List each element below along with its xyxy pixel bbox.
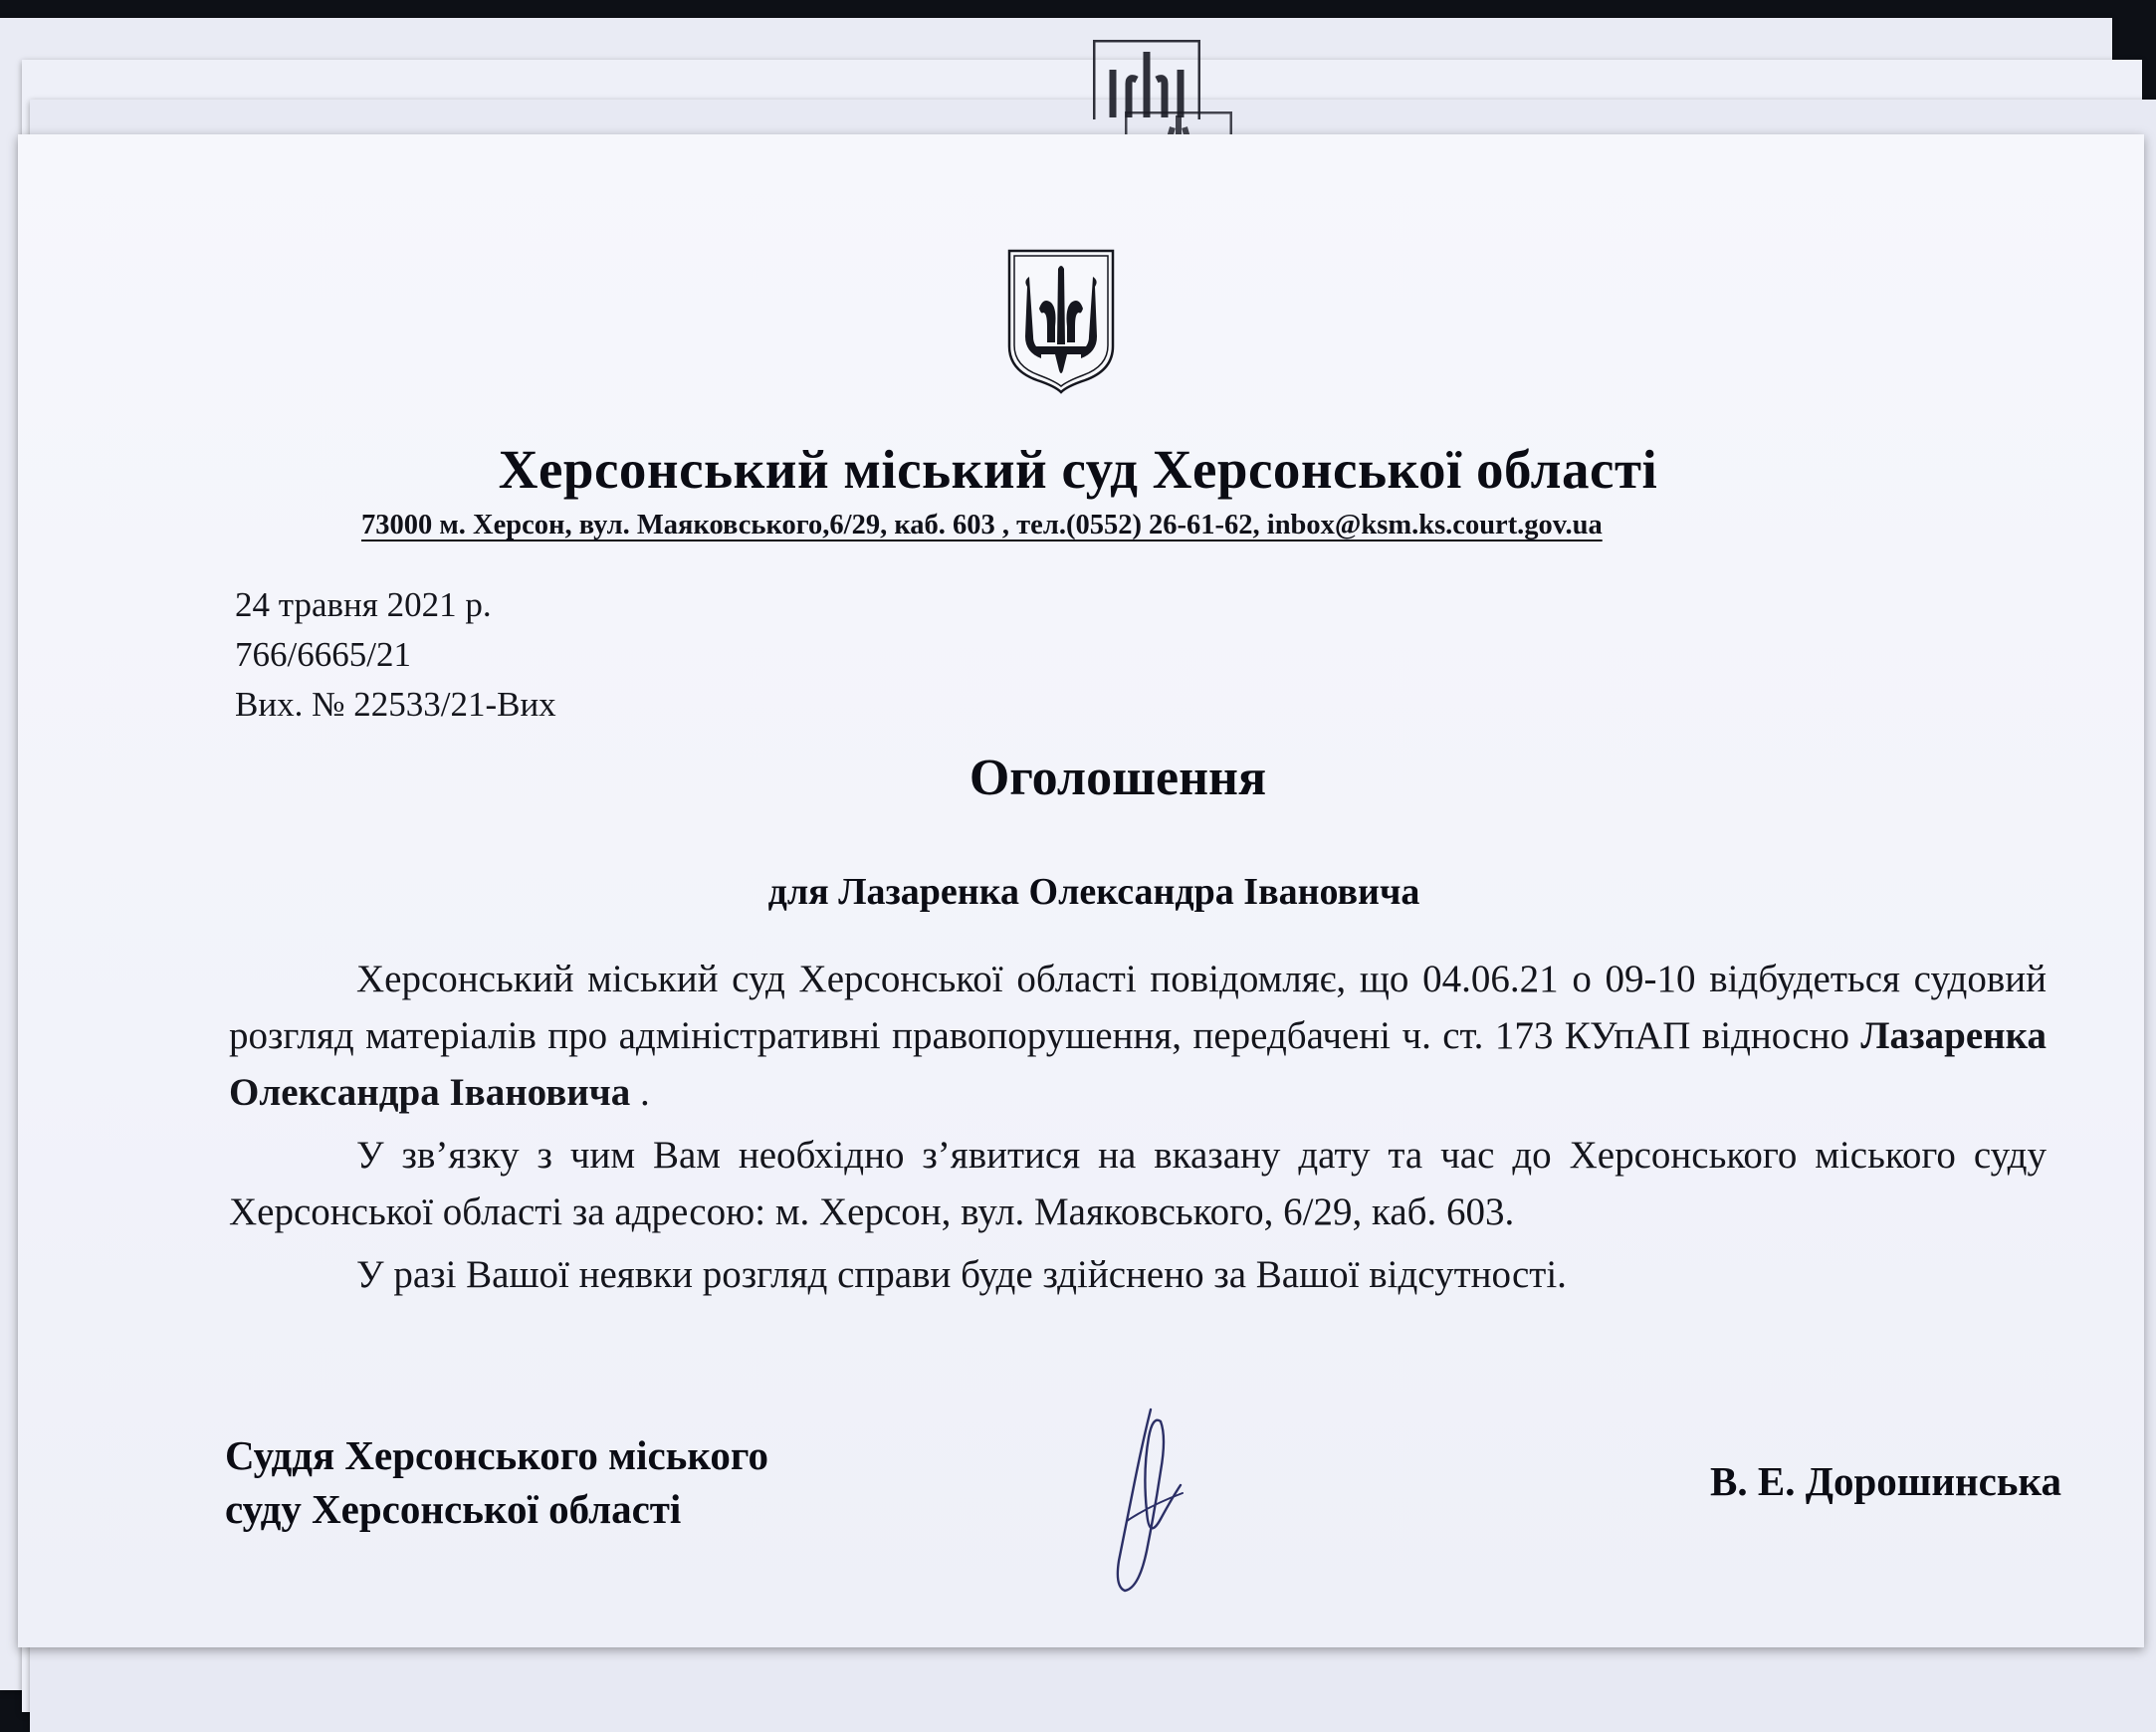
signer-title-line: Суддя Херсонського міського [225,1432,769,1478]
defendant-name: Лазаренка Олександра Івановича [229,1014,2047,1114]
handwritten-signature [1091,1402,1200,1601]
outgoing-number: Вих. № 22533/21-Вих [235,685,556,724]
case-number: 766/6665/21 [235,635,411,674]
court-name: Херсонський міський суд Херсонської області [498,439,1658,500]
court-address: 73000 м. Херсон, вул. Маяковського,6/29, каб. 603 , тел.(0552) 26-61-62, inbox@ksm.ks.court.gov.ua [361,510,1603,541]
paragraph-appearance: У зв’язку з чим Вам необхідно з’явитися на вказану дату та час до Херсонського міського суду Херсонської області за адресою: м. Херсон, вул. Маяковського, 6/29, каб. 603. [229,1134,2047,1233]
paragraph-hearing [229,951,2047,1121]
document-title: Оголошення [969,750,1267,806]
document-date: 24 травня 2021 р. [235,585,492,624]
notice-body [229,951,2047,1303]
paragraph-hearing-end: . [630,1071,650,1114]
signer-name: В. Е. Дорошинська [1710,1458,2061,1504]
signer-title [225,1428,768,1536]
background-emblem-icon [1093,40,1200,119]
paragraph-hearing-text: Херсонський міський суд Херсонської області повідомляє, що 04.06.21 о 09-10 відбудеться судовий розгляд матеріалів про адміністративні правопорушення, передбачені ч. ст. 173 КУпАП відносно [229,958,2047,1057]
paragraph-absence: У разі Вашої неявки розгляд справи буде здійснено за Вашої відсутності. [356,1253,1567,1296]
addressee: для Лазаренка Олександра Івановича [767,871,1420,913]
coat-of-arms-icon [1005,247,1117,394]
signer-title-line: суду Херсонської області [225,1486,682,1532]
